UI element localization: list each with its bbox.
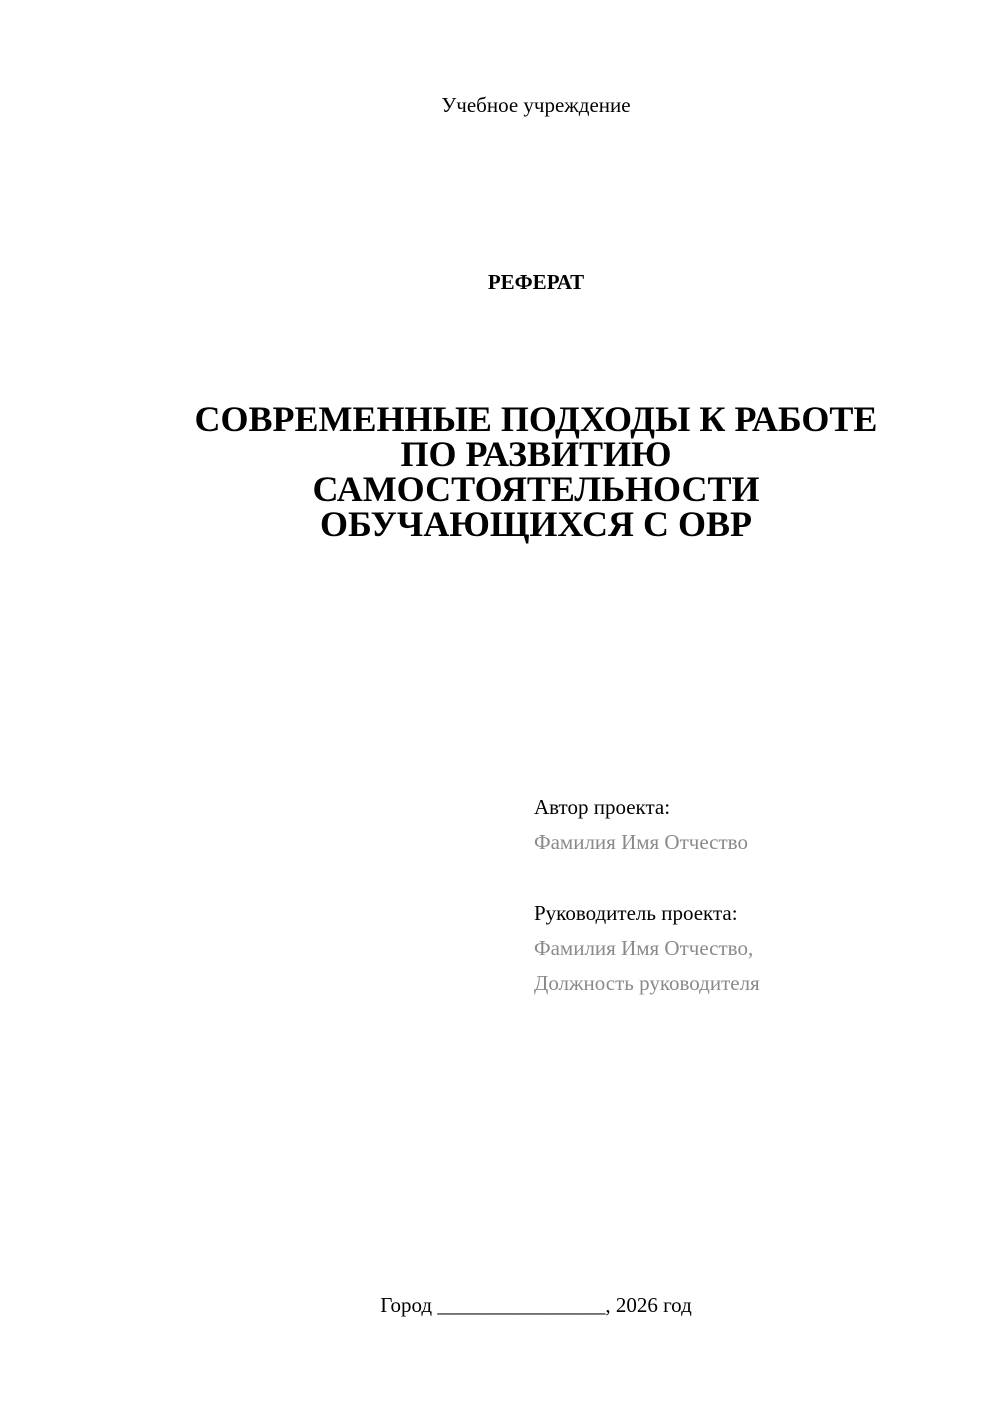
institution-name: Учебное учреждение bbox=[441, 93, 631, 117]
city-year-line: Город ________________, 2026 год bbox=[380, 1293, 692, 1317]
title-line: ОБУЧАЮЩИХСЯ С ОВР bbox=[319, 504, 753, 544]
document-title bbox=[0, 399, 1000, 544]
credits-spacer bbox=[534, 860, 974, 896]
author-name: Фамилия Имя Отчество bbox=[534, 830, 748, 854]
credits-block bbox=[534, 790, 974, 1001]
title-line: САМОСТОЯТЕЛЬНОСТИ bbox=[312, 469, 760, 509]
supervisor-name: Фамилия Имя Отчество, bbox=[534, 936, 754, 960]
document-type: РЕФЕРАТ bbox=[487, 270, 585, 294]
title-line: ПО РАЗВИТИЮ bbox=[400, 434, 672, 474]
supervisor-label: Руководитель проекта: bbox=[534, 901, 738, 925]
supervisor-position: Должность руководителя bbox=[534, 971, 760, 995]
title-line: СОВРЕМЕННЫЕ ПОДХОДЫ К РАБОТЕ bbox=[194, 399, 878, 439]
author-label: Автор проекта: bbox=[534, 795, 671, 819]
